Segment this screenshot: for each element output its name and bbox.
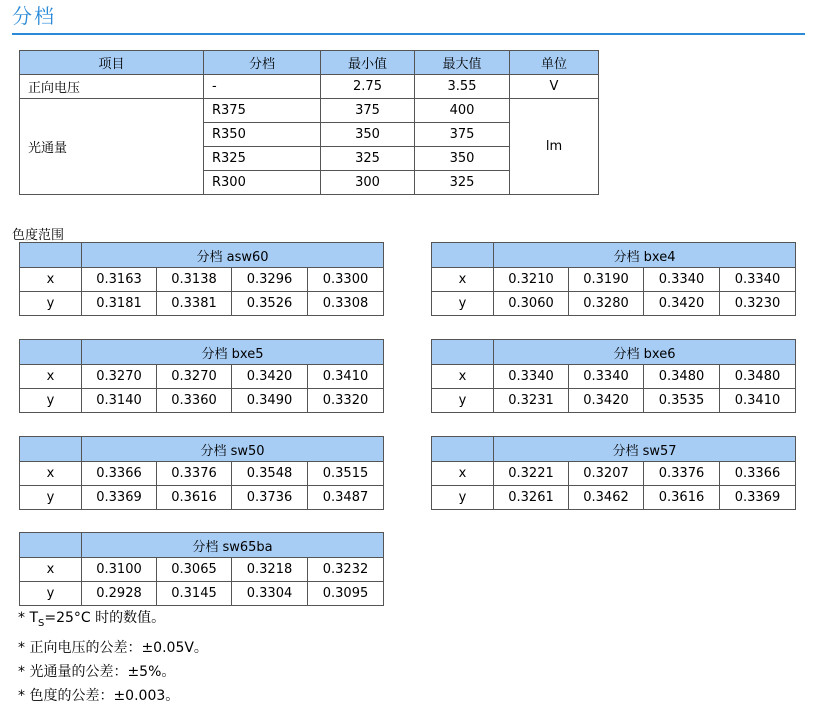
header-min: 最小值 (321, 51, 415, 75)
y-value: 0.3261 (494, 486, 569, 510)
y-value: 0.3360 (157, 389, 232, 413)
chroma-x-row (20, 558, 384, 582)
chroma-x-row (20, 462, 384, 486)
y-value: 0.3280 (569, 292, 644, 316)
flux-label: 光通量 (20, 99, 204, 195)
flux-max: 400 (415, 99, 510, 123)
x-value: 0.3270 (157, 365, 232, 389)
table-row (20, 75, 599, 99)
x-label: x (20, 558, 82, 582)
chroma-title: 分档 bxe6 (494, 340, 796, 365)
chroma-corner (20, 243, 82, 268)
flux-unit: lm (510, 99, 599, 195)
y-label: y (20, 486, 82, 510)
chroma-table-sw50 (19, 436, 384, 510)
y-label: y (432, 389, 494, 413)
chroma-corner (20, 340, 82, 365)
y-value: 0.3320 (308, 389, 384, 413)
x-value: 0.3376 (157, 462, 232, 486)
header-bin: 分档 (204, 51, 321, 75)
chroma-y-row (432, 389, 796, 413)
y-value: 0.3616 (644, 486, 720, 510)
x-value: 0.3207 (569, 462, 644, 486)
x-label: x (432, 462, 494, 486)
x-value: 0.3296 (232, 268, 308, 292)
y-value: 0.3181 (82, 292, 157, 316)
y-value: 0.3140 (82, 389, 157, 413)
y-label: y (20, 292, 82, 316)
forward-voltage-max: 3.55 (415, 75, 510, 99)
chroma-y-row (432, 486, 796, 510)
flux-max: 375 (415, 123, 510, 147)
y-value: 0.3616 (157, 486, 232, 510)
x-value: 0.3340 (569, 365, 644, 389)
chroma-table-bxe6 (431, 339, 796, 413)
flux-bin: R375 (204, 99, 321, 123)
flux-min: 375 (321, 99, 415, 123)
x-value: 0.3366 (82, 462, 157, 486)
forward-voltage-unit: V (510, 75, 599, 99)
x-value: 0.3340 (720, 268, 796, 292)
y-value: 0.2928 (82, 582, 157, 606)
y-label: y (432, 292, 494, 316)
note-text: =25°C 时的数值。 (44, 610, 166, 626)
chroma-y-row (20, 582, 384, 606)
x-value: 0.3221 (494, 462, 569, 486)
y-value: 0.3526 (232, 292, 308, 316)
chroma-x-row (432, 365, 796, 389)
forward-voltage-bin: - (204, 75, 321, 99)
x-value: 0.3366 (720, 462, 796, 486)
y-value: 0.3420 (569, 389, 644, 413)
note-temperature (18, 606, 208, 636)
header-max: 最大值 (415, 51, 510, 75)
x-value: 0.3138 (157, 268, 232, 292)
chroma-x-row (20, 365, 384, 389)
y-value: 0.3490 (232, 389, 308, 413)
flux-max: 350 (415, 147, 510, 171)
y-value: 0.3381 (157, 292, 232, 316)
x-value: 0.3340 (644, 268, 720, 292)
note-subscript: S (38, 617, 45, 629)
header-item: 项目 (20, 51, 204, 75)
chroma-x-row (20, 268, 384, 292)
x-label: x (20, 462, 82, 486)
note-flux-tolerance: * 光通量的公差：±5%。 (18, 663, 176, 680)
x-value: 0.3100 (82, 558, 157, 582)
flux-min: 350 (321, 123, 415, 147)
y-value: 0.3369 (720, 486, 796, 510)
x-label: x (20, 268, 82, 292)
chroma-table-sw65ba (19, 532, 384, 606)
y-value: 0.3462 (569, 486, 644, 510)
x-value: 0.3163 (82, 268, 157, 292)
binning-header-row (20, 51, 599, 75)
chroma-table-bxe4 (431, 242, 796, 316)
chroma-range-label: 色度范围 (12, 228, 65, 243)
flux-bin: R300 (204, 171, 321, 195)
x-value: 0.3218 (232, 558, 308, 582)
x-value: 0.3480 (644, 365, 720, 389)
y-label: y (20, 582, 82, 606)
y-value: 0.3410 (720, 389, 796, 413)
y-value: 0.3060 (494, 292, 569, 316)
y-value: 0.3736 (232, 486, 308, 510)
chroma-corner (20, 437, 82, 462)
x-value: 0.3232 (308, 558, 384, 582)
x-label: x (20, 365, 82, 389)
flux-min: 325 (321, 147, 415, 171)
title-divider (12, 33, 805, 35)
x-value: 0.3190 (569, 268, 644, 292)
header-unit: 单位 (510, 51, 599, 75)
y-value: 0.3308 (308, 292, 384, 316)
y-value: 0.3095 (308, 582, 384, 606)
x-value: 0.3515 (308, 462, 384, 486)
y-value: 0.3487 (308, 486, 384, 510)
x-value: 0.3210 (494, 268, 569, 292)
chroma-title: 分档 bxe5 (82, 340, 384, 365)
y-value: 0.3230 (720, 292, 796, 316)
chroma-title: 分档 bxe4 (494, 243, 796, 268)
flux-bin: R350 (204, 123, 321, 147)
chroma-x-row (432, 462, 796, 486)
x-value: 0.3376 (644, 462, 720, 486)
chroma-title: 分档 sw65ba (82, 533, 384, 558)
chroma-corner (432, 340, 494, 365)
x-value: 0.3270 (82, 365, 157, 389)
note-voltage-tolerance: * 正向电压的公差：±0.05V。 (18, 639, 208, 656)
chroma-y-row (432, 292, 796, 316)
flux-min: 300 (321, 171, 415, 195)
forward-voltage-label: 正向电压 (20, 75, 204, 99)
x-value: 0.3420 (232, 365, 308, 389)
binning-table (19, 50, 599, 195)
note-text: * T (18, 610, 39, 626)
chroma-y-row (20, 292, 384, 316)
y-value: 0.3535 (644, 389, 720, 413)
y-value: 0.3420 (644, 292, 720, 316)
y-value: 0.3304 (232, 582, 308, 606)
y-label: y (432, 486, 494, 510)
chroma-x-row (432, 268, 796, 292)
chroma-y-row (20, 389, 384, 413)
chroma-table-asw60 (19, 242, 384, 316)
x-value: 0.3300 (308, 268, 384, 292)
chroma-title: 分档 sw50 (82, 437, 384, 462)
x-value: 0.3340 (494, 365, 569, 389)
chroma-corner (20, 533, 82, 558)
page-title: 分档 (12, 4, 56, 28)
chroma-corner (432, 437, 494, 462)
y-value: 0.3145 (157, 582, 232, 606)
chroma-corner (432, 243, 494, 268)
forward-voltage-min: 2.75 (321, 75, 415, 99)
table-row (20, 99, 599, 123)
y-value: 0.3369 (82, 486, 157, 510)
x-value: 0.3480 (720, 365, 796, 389)
chroma-y-row (20, 486, 384, 510)
flux-bin: R325 (204, 147, 321, 171)
y-value: 0.3231 (494, 389, 569, 413)
chroma-table-bxe5 (19, 339, 384, 413)
x-value: 0.3548 (232, 462, 308, 486)
chroma-title: 分档 sw57 (494, 437, 796, 462)
note-chroma-tolerance: * 色度的公差：±0.003。 (18, 687, 180, 704)
x-label: x (432, 268, 494, 292)
notes (18, 606, 208, 708)
x-value: 0.3065 (157, 558, 232, 582)
chroma-title: 分档 asw60 (82, 243, 384, 268)
y-label: y (20, 389, 82, 413)
flux-max: 325 (415, 171, 510, 195)
x-value: 0.3410 (308, 365, 384, 389)
x-label: x (432, 365, 494, 389)
chroma-table-sw57 (431, 436, 796, 510)
